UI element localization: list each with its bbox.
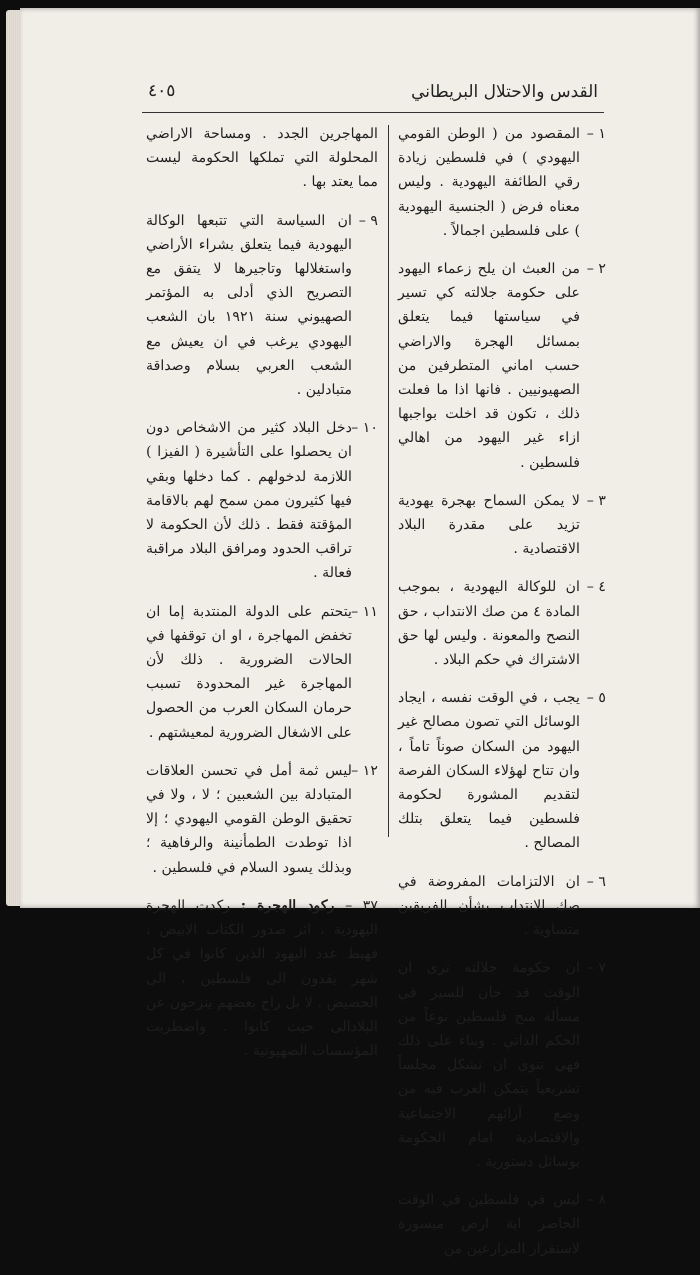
header-rule (142, 112, 604, 113)
item-text: من العبث ان يلح زعماء اليهود على حكومة جلالته كي تسير في سياستها فيما يتعلق بمسائل الهجرة والاراضي حسب اماني المتطرفين من الصهيونيين . فانها اذا ما فعلت ذلك ، تكون قد اخلت بواجبها ازاء غير اليهود من اهالي فلسطين . (398, 261, 580, 471)
list-item (146, 416, 378, 585)
item-number: ١١ – (351, 603, 378, 620)
item-text: لا يمكن السماح بهجرة يهودية تزيد على مقدرة البلاد الاقتصادية . (398, 492, 580, 558)
item-text: المقصود من ( الوطن القومي اليهودي ) في فلسطين زيادة رقي الطائفة اليهودية . وليس معناه فرض ( الجنسية اليهودية ) على فلسطين اجمالاً . (398, 126, 580, 239)
list-item (398, 575, 606, 672)
item-number: ٥ – (586, 690, 606, 707)
item-text: ان حكومة جلالته ترى ان الوقت قد حان للسير في مسألة منح فلسطين نوعاً من الحكم الذاتي . وبناء على ذلك فهي تنوي ان تشكل مجلساً تشريعياً يتمكن العرب فيه من وضع آرائهم الاجتماعية والاقتصادية امام الحكومة بوسائل دستورية . (398, 960, 580, 1170)
list-item (146, 759, 378, 880)
item-text: ليس في فلسطين في الوقت الحاضر اية ارض ميسورة لاستقرار المزارعين من (398, 1192, 580, 1257)
paragraph-text: المهاجرين الجدد . ومساحة الاراضي المحلولة التي تملكها الحكومة ليست مما يعتد بها . (146, 126, 378, 191)
list-item (398, 870, 606, 943)
running-header (148, 82, 598, 108)
item-text: ليس ثمة أمل في تحسن العلاقات المتبادلة بين الشعبين ؛ لا ، ولا في تحقيق الوطن القومي اليهودي ؛ إلا اذا توطدت الطمأنينة والرفاهية ؛ وبذلك يسود السلام في فلسطين . (146, 762, 352, 876)
list-item (146, 209, 378, 403)
section-heading: ركود الهجرة : (240, 897, 335, 914)
page-number: ٤٠٥ (148, 81, 176, 101)
column-separator (388, 125, 389, 837)
item-number: ١٠ – (351, 420, 378, 437)
list-item (398, 122, 606, 243)
item-number: ٣ – (586, 492, 606, 509)
list-item (398, 489, 606, 562)
left-column (146, 122, 378, 1077)
item-number: ٤ – (586, 579, 606, 596)
item-number: ٨ – (586, 1192, 606, 1209)
right-column (398, 122, 606, 1275)
item-number: ١ – (586, 126, 606, 142)
item-number: ١٢ – (351, 762, 378, 779)
item-text: ان الالتزامات المفروضة في صك الانتداب بشأن الفريقين متساوية . (398, 873, 580, 939)
section-number: ٣٧ – (345, 897, 378, 914)
item-text: دخل البلاد كثير من الاشخاص دون ان يحصلوا على التأشيرة ( الفيزا ) اللازمة لدخولهم . كما دخلها وبقي فيها كثيرون ممن سمح لهم بالاقامة المؤقتة فقط . ذلك لأن الحكومة لا تراقب الحدود ومرافق البلاد مراقبة فعالة . (146, 420, 352, 582)
item-text: يجب ، في الوقت نفسه ، ايجاد الوسائل التي تصون مصالح غير اليهود من السكان صوناً تاماً ، وان تتاح لهؤلاء السكان الفرصة لتقديم المشورة لحكومة فلسطين فيما يتعلق بتلك المصالح . (398, 690, 580, 852)
section-paragraph (146, 894, 378, 1063)
item-text: ان السياسة التي تتبعها الوكالة اليهودية فيما يتعلق بشراء الأراضي واستغلالها وتاجيرها لا يتفق مع التصريح الذي أدلى به المؤتمر الصهيوني سنة ١٩٢١ بان الشعب اليهودي يرغب في ان يعيش مع الشعب العربي بسلام وصداقة متبادلين . (146, 212, 352, 399)
section-text: ركدت الهجرة اليهودية ، اثر صدور الكتاب الابيض ، فهبط عدد اليهود الذين كانوا في كل شهر يفدون الى فلسطين ، الى الحضيض . لا بل راح بعضهم ينزحون عن البلادالى حيث كانوا . واضطربت المؤسسات الصهيونية . (146, 897, 378, 1060)
item-number: ٩ – (358, 212, 378, 229)
running-title: القدس والاحتلال البريطاني (411, 82, 598, 102)
list-item (398, 1188, 606, 1261)
item-text: يتحتم على الدولة المنتدبة إما ان تخفض المهاجرة ، او ان توقفها في الحالات الضرورية . ذلك لأن المهاجرة غير المحدودة تسبب حرمان السكان العرب من الحصول على الاشغال الضرورية لمعيشتهم . (146, 603, 352, 741)
list-item (398, 257, 606, 475)
continuation-paragraph (146, 122, 378, 195)
list-item (398, 686, 606, 855)
list-item (398, 956, 606, 1174)
item-text: ان للوكالة اليهودية ، بموجب المادة ٤ من صك الانتداب ، حق النصح والمعونة . وليس لها حق الاشتراك في حكم البلاد . (398, 579, 580, 669)
item-number: ٢ – (586, 261, 606, 278)
item-number: ٧ – (586, 960, 606, 977)
list-item (146, 600, 378, 745)
item-number: ٦ – (586, 873, 606, 890)
